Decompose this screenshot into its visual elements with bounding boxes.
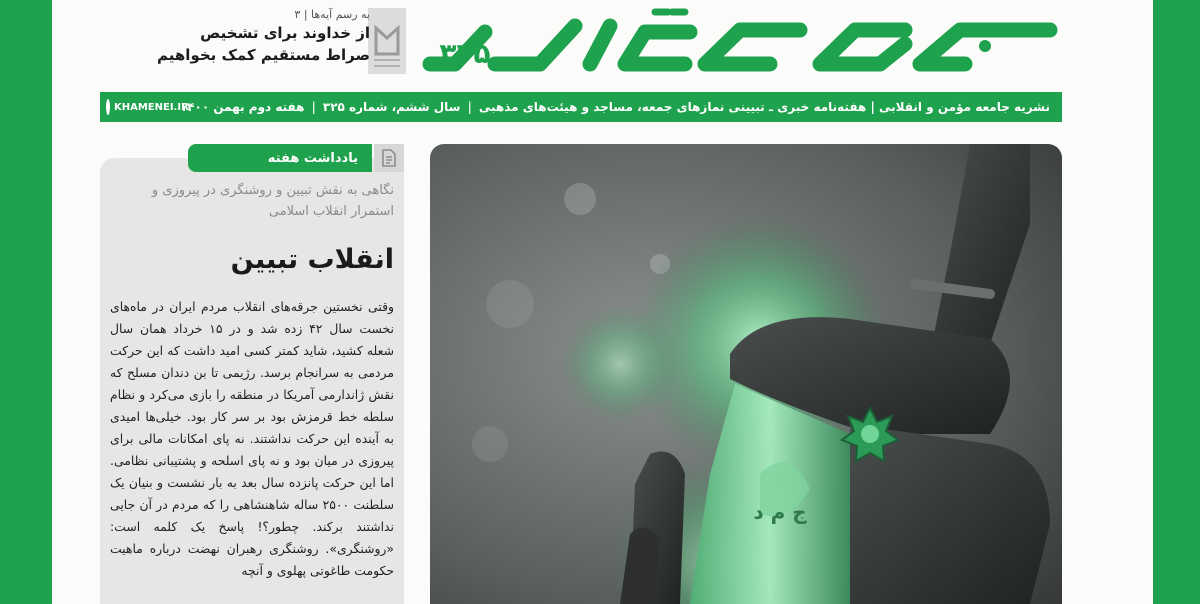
issue-number: ۳۲۵ — [439, 37, 491, 70]
article-kicker: نگاهی به نقش تبیین و روشنگری در پیروزی و استمرار انقلاب اسلامی — [151, 183, 394, 219]
blade-emblem-text: ج م د — [753, 500, 807, 524]
verse-reference: به رسم آیه‌ها | ۳ — [294, 8, 370, 21]
masthead-logo — [400, 2, 1075, 80]
verse-line-1: از خداوند برای تشخیص — [200, 24, 370, 42]
verse-emblem-icon — [368, 8, 406, 74]
masthead-title-text: خط حزب‌الله — [737, 78, 743, 79]
right-green-border — [1153, 0, 1200, 604]
khamenei-logo-text: KHAMENEI.IR — [114, 101, 189, 113]
strip-volume: سال ششم، شماره ۳۲۵ — [322, 100, 461, 114]
article-body: وقتی نخستین جرقه‌های انقلاب مردم ایران در ماه‌های نخست سال ۴۲ زده شد و در ۱۵ خرداد همان سال شعله کشید، شاید کمتر کسی امید داشت که این حرکت مردمی به سرانجام برسد. رژیمی تا بن دندان مسلح که نقش ژاندارمی آمریکا در منطقه را بازی می‌کرد و نظام سلطه خط قرمزش بود بر سر کار بود. خیلی‌ها امیدی به آینده این حرکت نداشتند. نه پای امکانات مالی برای پیروزی در میان بود و نه پای اسلحه و پشتیبانی نظامی. اما این حرکت پانزده سال بعد به بار نشست و بنیان یک سلطنت ۲۵۰۰ ساله شاهنشاهی را که مردم در آن جایی نداشتند برکند. چطور؟! پاسخ یک کلمه است: «روشنگری». روشنگری رهبران نهضت درباره ماهیت حکومت طاغوتی پهلوی و آنچه — [110, 299, 394, 578]
verse-line-2: صراط مستقیم کمک بخواهیم — [157, 46, 370, 64]
strip-separator: | — [467, 100, 472, 114]
verse-callout — [130, 6, 370, 76]
cover-illustration — [430, 144, 1062, 604]
left-green-border — [0, 0, 52, 604]
khamenei-logo — [106, 96, 189, 118]
strip-date: هفته دوم بهمن ۱۴۰۰ — [179, 100, 305, 114]
khamenei-emblem-icon — [106, 99, 110, 115]
document-icon — [374, 144, 404, 172]
strip-separator: | — [311, 100, 316, 114]
publication-info-strip — [100, 92, 1062, 122]
strip-publication: نشریه جامعه مؤمن و انقلابی | هفته‌نامه خبری ـ تبیینی نمازهای جمعه، مساجد و هیئت‌های مذهبی — [478, 100, 1050, 114]
article-headline: انقلاب تبیین — [230, 244, 394, 275]
section-tag: یادداشت هفته — [188, 144, 372, 172]
